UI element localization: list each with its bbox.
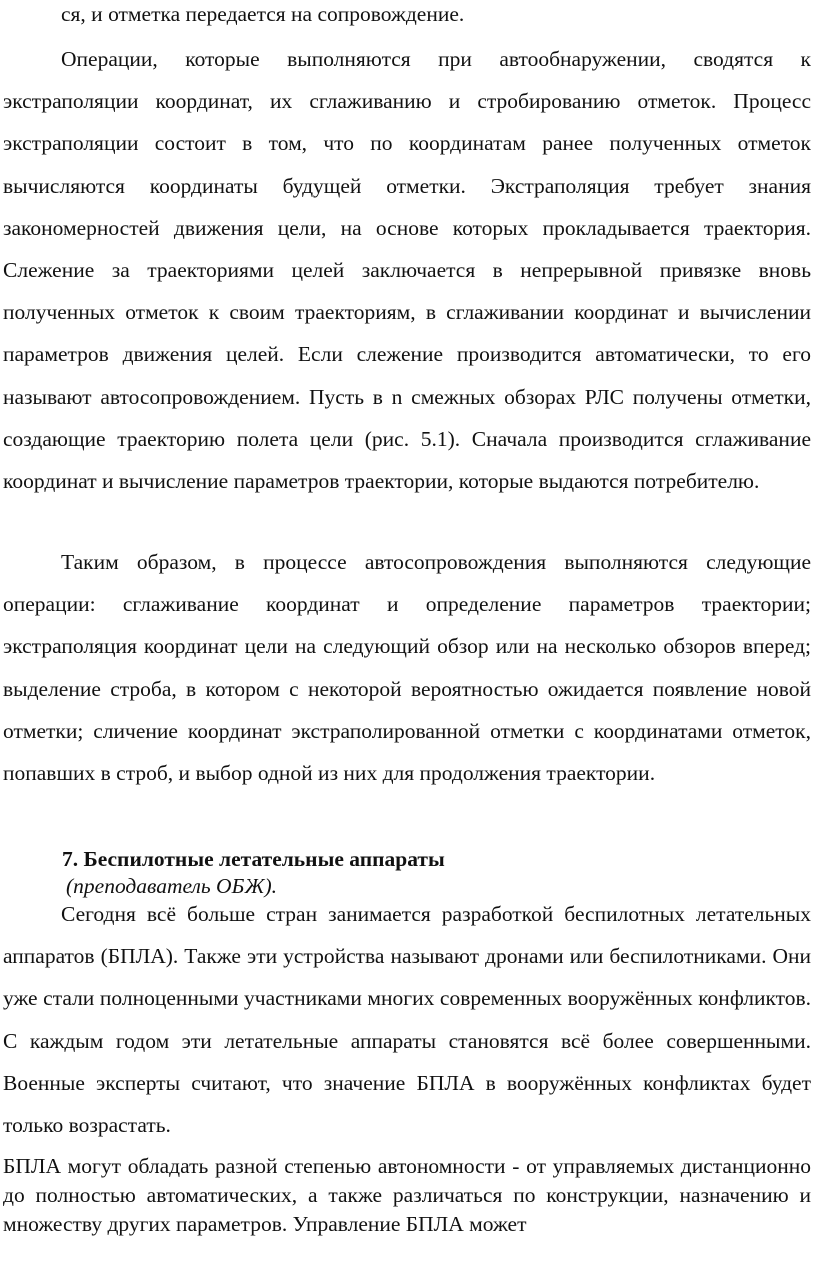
paragraph-uav-intro: Сегодня всё больше стран занимается разработкой беспилотных летательных аппаратов (БПЛА). Также эти устройства называют дронами или беспилотниками. Они уже стали полноценными участниками многих современных вооружённых конфликтов. С каждым годом эти летательные аппараты становятся всё более совершенными. Военные эксперты считают, что значение БПЛА в вооружённых конфликтах будет только возрастать. <box>3 902 811 1138</box>
continuation-line: ся, и отметка передается на сопровождение. <box>61 2 465 26</box>
section-heading: 7. Беспилотные летательные аппараты <box>62 847 445 871</box>
paragraph-extrapolation: Операции, которые выполняются при автообнаружении, сводятся к экстраполяции координат, их сглаживанию и стробированию отметок. Процесс экстраполяции состоит в том, что по координатам ранее полученных отметок вычисляются координаты будущей отметки. Экстраполяция требует знания закономерностей движения цели, на основе которых прокладывается траектория. Слежение за траекториями целей заключается в непрерывной привязке вновь полученных отметок к своим траекториям, в сглаживании координат и вычислении параметров движения целей. Если слежение производится автоматически, то его называют автосопровождением. Пусть в n смежных обзорах РЛС получены отметки, создающие траекторию полета цели (рис. 5.1). Сначала производится сглаживание координат и вычисление параметров траектории, которые выдаются потребителю. <box>3 47 811 494</box>
paragraph-uav-autonomy: БПЛА могут обладать разной степенью автономности - от управляемых дистанционно до полностью автоматических, а также различаться по конструкции, назначению и множеству других параметров. Управление БПЛА может <box>3 1154 811 1236</box>
section-subheading: (преподаватель ОБЖ). <box>66 874 278 898</box>
paragraph-autotracking: Таким образом, в процессе автосопровождения выполняются следующие операции: сглаживание координат и определение параметров траектории; экстраполяция координат цели на следующий обзор или на несколько обзоров вперед; выделение строба, в котором с некоторой вероятностью ожидается появление новой отметки; сличение координат экстраполированной отметки с координатами отметок, попавших в строб, и выбор одной из них для продолжения траектории. <box>3 550 811 786</box>
